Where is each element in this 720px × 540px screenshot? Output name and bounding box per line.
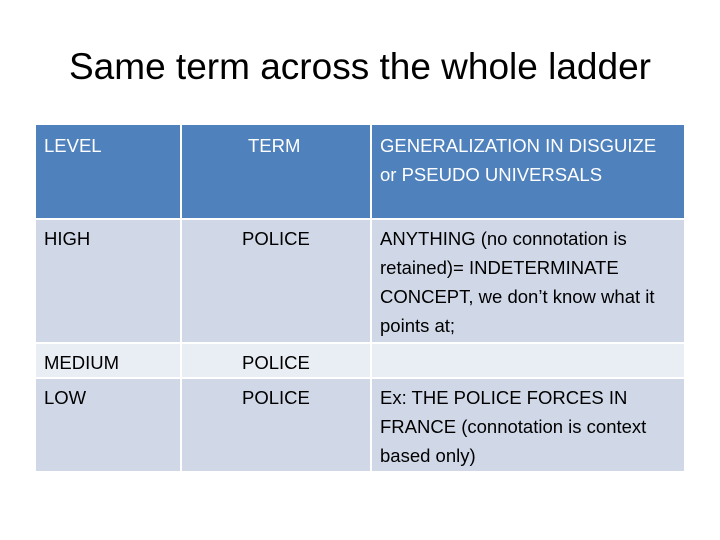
cell-term: POLICE bbox=[182, 342, 372, 377]
header-level: LEVEL bbox=[36, 125, 182, 218]
header-generalization: GENERALIZATION IN DISGUIZE or PSEUDO UNIVERSALS bbox=[372, 125, 684, 218]
table-header-row bbox=[36, 125, 684, 218]
cell-level: MEDIUM bbox=[36, 342, 182, 377]
slide-title: Same term across the whole ladder bbox=[69, 46, 651, 87]
cell-level: LOW bbox=[36, 377, 182, 471]
table-row bbox=[36, 377, 684, 471]
cell-generalization: Ex: THE POLICE FORCES IN FRANCE (connotation is context based only) bbox=[372, 377, 684, 471]
cell-generalization: ANYTHING (no connotation is retained)= INDETERMINATE CONCEPT, we don’t know what it points at; bbox=[372, 218, 684, 342]
cell-term: POLICE bbox=[182, 377, 372, 471]
table-row bbox=[36, 342, 684, 377]
table-row bbox=[36, 218, 684, 342]
ladder-table bbox=[36, 125, 684, 471]
cell-generalization bbox=[372, 342, 684, 377]
header-term: TERM bbox=[182, 125, 372, 218]
cell-term: POLICE bbox=[182, 218, 372, 342]
cell-level: HIGH bbox=[36, 218, 182, 342]
